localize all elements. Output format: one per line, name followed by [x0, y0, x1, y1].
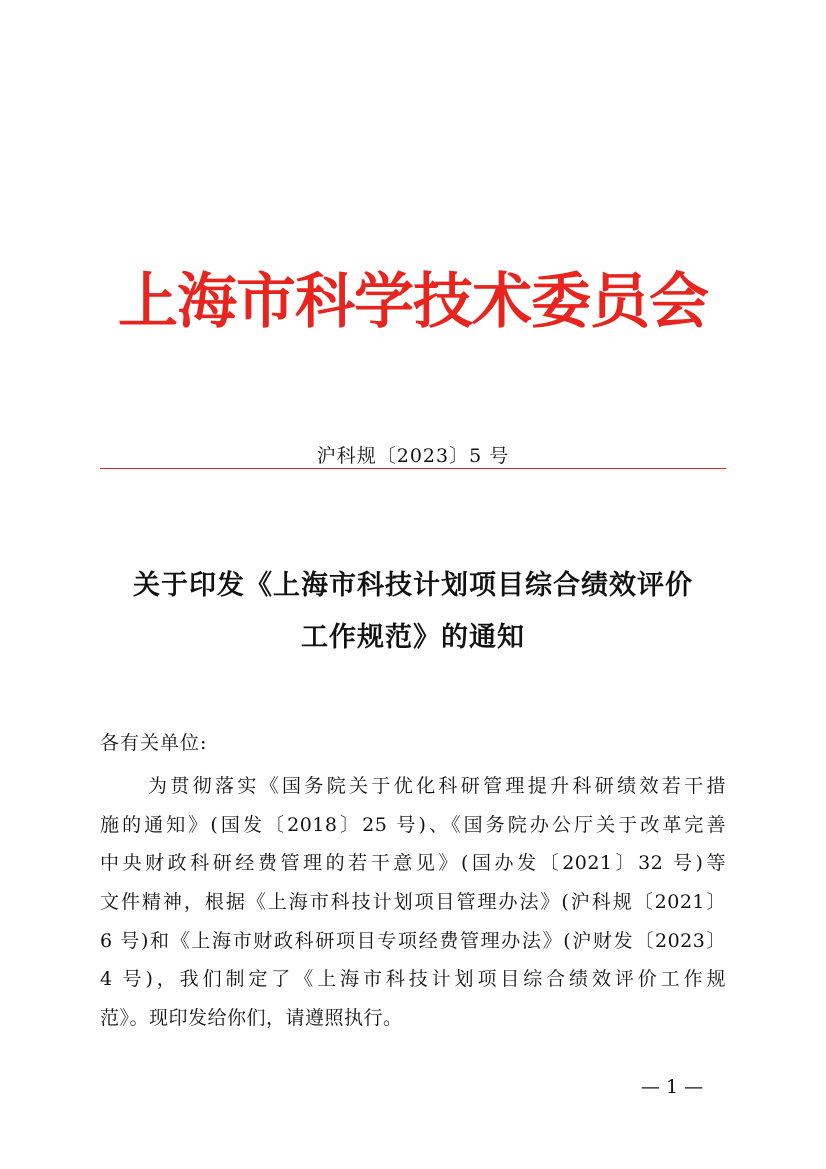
body-paragraph [100, 770, 726, 1041]
salutation: 各有关单位: [100, 732, 208, 754]
body-line: 6 号)和《上海市财政科研项目专项经费管理办法》(沪财发〔2023〕 [100, 929, 726, 952]
document-title-line-2: 工作规范》的通知 [301, 622, 525, 653]
body-line: 施的通知》(国发〔2018〕25 号)、《国务院办公厅关于改革完善 [100, 813, 726, 836]
document-number: 沪科规〔2023〕5 号 [316, 445, 510, 467]
body-line: 中央财政科研经费管理的若干意见》(国办发〔2021〕32 号)等 [100, 852, 726, 875]
body-line: 4 号)，我们制定了《上海市科技计划项目综合绩效评价工作规 [100, 968, 726, 991]
document-title-line-1: 关于印发《上海市科技计划项目综合绩效评价 [133, 570, 693, 601]
issuer-masthead: 上海市科学技术委员会 [118, 267, 708, 337]
red-divider-rule [100, 468, 726, 469]
body-line: 文件精神，根据《上海市科技计划项目管理办法》(沪科规〔2021〕 [100, 891, 726, 914]
body-line: 为贯彻落实《国务院关于优化科研管理提升科研绩效若干措 [148, 775, 726, 797]
body-line: 范》。现印发给你们，请遵照执行。 [100, 1007, 403, 1030]
document-title [0, 560, 826, 664]
page-number: — 1 — [640, 1076, 704, 1098]
